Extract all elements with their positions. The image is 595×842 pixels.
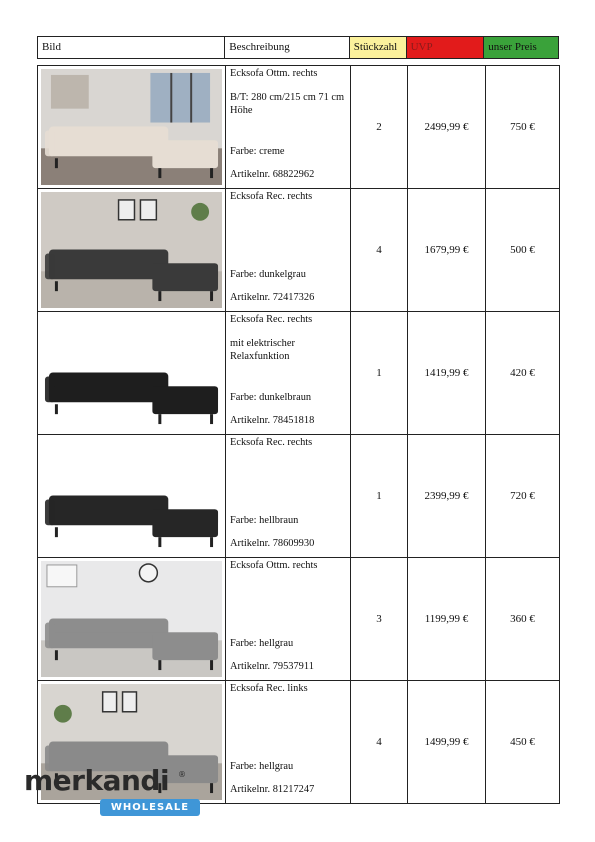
sofa-photo — [41, 561, 222, 677]
table-row — [38, 66, 560, 189]
product-image — [38, 189, 226, 311]
product-article-number: Artikelnr. 72417326 — [230, 291, 315, 303]
product-uvp: 1499,99 € — [408, 681, 486, 803]
product-color: Farbe: dunkelbraun — [230, 391, 312, 403]
product-article-number: Artikelnr. 79537911 — [230, 660, 314, 672]
logo-wordmark: merkandi — [24, 764, 170, 797]
sofa-photo — [41, 438, 222, 554]
product-quantity: 2 — [351, 66, 408, 188]
header-uvp: UVP — [407, 37, 485, 58]
logo-wholesale-badge: WHOLESALE — [100, 799, 200, 816]
product-uvp: 2399,99 € — [408, 435, 486, 557]
product-quantity: 4 — [351, 681, 408, 803]
product-title: Ecksofa Rec. rechts — [230, 191, 313, 202]
product-price: 450 € — [486, 681, 560, 803]
table-row — [38, 312, 560, 435]
table-row — [38, 558, 560, 681]
merkandi-logo — [24, 764, 194, 820]
table-header — [37, 36, 559, 59]
product-color: Farbe: hellgrau — [230, 760, 294, 772]
product-quantity: 4 — [351, 189, 408, 311]
product-description — [226, 312, 351, 434]
sofa-photo — [41, 315, 222, 431]
product-image — [38, 558, 226, 680]
product-description — [226, 66, 351, 188]
product-uvp: 1419,99 € — [408, 312, 486, 434]
product-image — [38, 66, 226, 188]
product-image — [38, 435, 226, 557]
product-price: 720 € — [486, 435, 560, 557]
product-price: 500 € — [486, 189, 560, 311]
product-price: 750 € — [486, 66, 560, 188]
product-uvp: 1199,99 € — [408, 558, 486, 680]
product-article-number: Artikelnr. 81217247 — [230, 783, 315, 795]
product-color: Farbe: creme — [230, 145, 285, 157]
product-title: Ecksofa Ottm. rechts — [230, 68, 318, 79]
product-color: Farbe: hellbraun — [230, 514, 299, 526]
product-detail: mit elektrischer Relaxfunktion — [230, 338, 295, 362]
sofa-photo — [41, 69, 222, 185]
product-quantity: 1 — [351, 435, 408, 557]
sofa-photo — [41, 192, 222, 308]
table-row — [38, 189, 560, 312]
product-title: Ecksofa Rec. rechts — [230, 437, 313, 448]
product-color: Farbe: dunkelgrau — [230, 268, 306, 280]
table-row — [38, 435, 560, 558]
product-color: Farbe: hellgrau — [230, 637, 294, 649]
product-title: Ecksofa Rec. rechts — [230, 314, 313, 325]
product-detail: B/T: 280 cm/215 cm 71 cm Höhe — [230, 92, 345, 116]
product-description — [226, 558, 351, 680]
product-quantity: 1 — [351, 312, 408, 434]
product-description — [226, 435, 351, 557]
header-bild: Bild — [38, 37, 225, 58]
product-table — [37, 65, 560, 804]
product-description — [226, 189, 351, 311]
header-beschreibung: Beschreibung — [225, 37, 350, 58]
product-uvp: 1679,99 € — [408, 189, 486, 311]
product-quantity: 3 — [351, 558, 408, 680]
product-title: Ecksofa Rec. links — [230, 683, 308, 694]
product-image — [38, 312, 226, 434]
product-title: Ecksofa Ottm. rechts — [230, 560, 318, 571]
product-uvp: 2499,99 € — [408, 66, 486, 188]
product-article-number: Artikelnr. 68822962 — [230, 168, 315, 180]
product-price: 360 € — [486, 558, 560, 680]
header-unser-preis: unser Preis — [484, 37, 558, 58]
product-description — [226, 681, 351, 803]
product-article-number: Artikelnr. 78451818 — [230, 414, 315, 426]
product-price: 420 € — [486, 312, 560, 434]
logo-registered-mark: ® — [178, 770, 186, 779]
header-stueckzahl: Stückzahl — [350, 37, 407, 58]
product-article-number: Artikelnr. 78609930 — [230, 537, 315, 549]
